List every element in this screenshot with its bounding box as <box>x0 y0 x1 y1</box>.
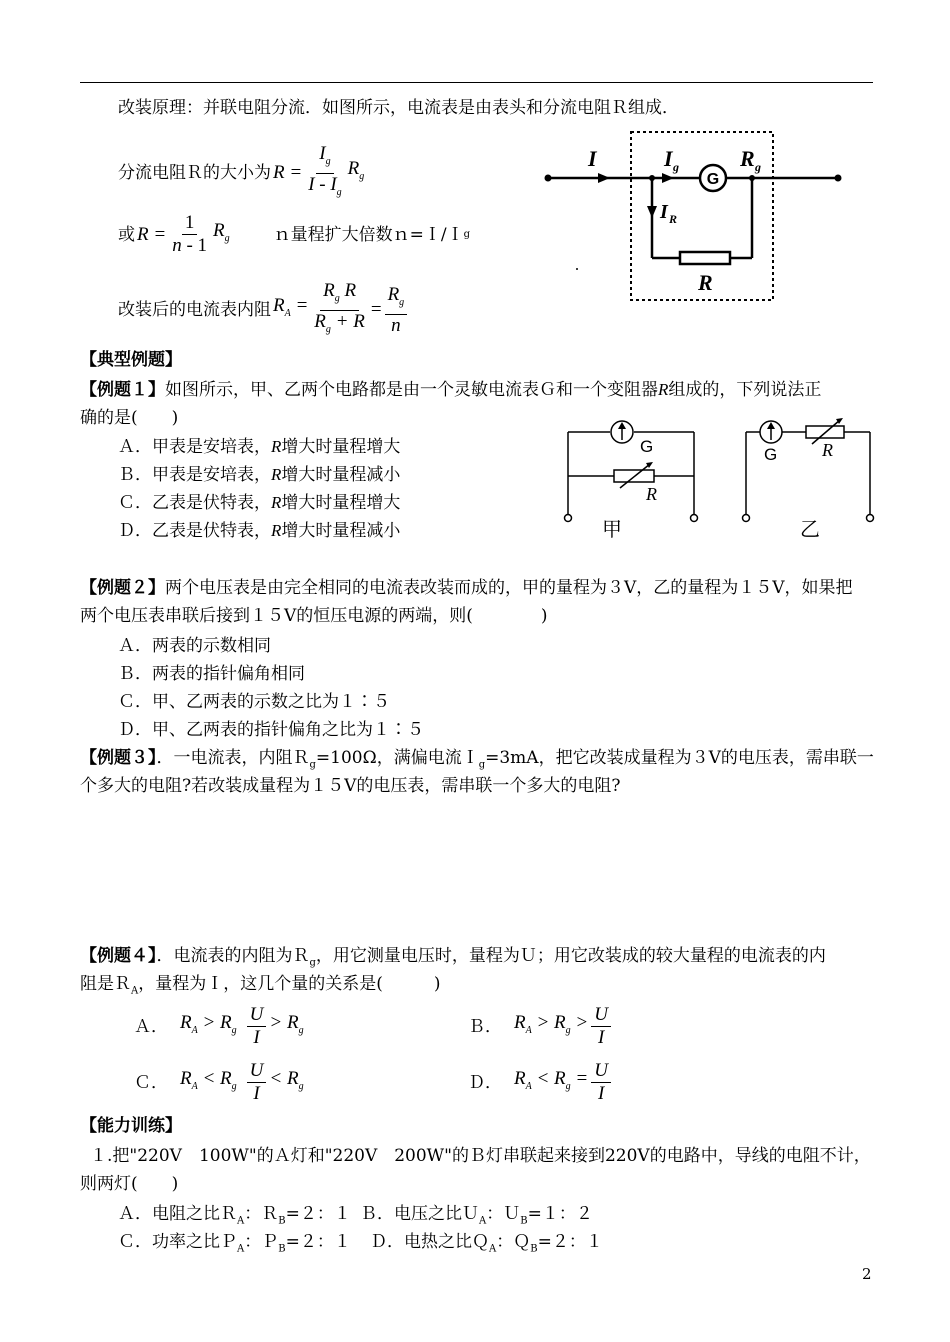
intro-line3-prefix: 或 <box>118 224 135 245</box>
example2-stem-line2: 两个电压表串联后接到１５V的恒压电源的两端，则( ) <box>80 606 548 626</box>
example1-stem-line2: 确的是( ) <box>80 408 179 428</box>
label-rg: R <box>740 146 755 171</box>
arrow-i <box>598 173 610 183</box>
label-yi: 乙 <box>800 517 820 541</box>
example2-stem-line1: 【例题２】两个电压表是由完全相同的电流表改装而成的，甲的量程为３V，乙的量程为１５V，如果把 <box>80 578 853 598</box>
label-i: I <box>588 146 597 171</box>
terminal-left <box>545 175 552 182</box>
example1-option-c: Ｃ．乙表是伏特表，R增大时量程增大 <box>118 493 401 513</box>
example4-option-b: Ｂ． $R_A > R_g$ > $\frac{U}{I}$ <box>468 1004 614 1049</box>
example4-option-c: Ｃ． $R_A < R_g$ $\frac{U}{I}$ < $R_g$ <box>134 1060 304 1104</box>
example2-option-c: Ｃ．甲、乙两表的示数之比为１∶５ <box>118 692 390 712</box>
intro-line1: 改装原理：并联电阻分流．如图所示，电流表是由表头和分流电阻Ｒ组成． <box>118 98 679 118</box>
shunt-circuit-diagram <box>540 128 850 306</box>
arrow-ir <box>647 206 657 218</box>
example3-stem-line1: 【例题３】．一电流表，内阻Ｒ$_g$=100Ω，满偏电流Ｉ$_g$=3mA，把它改装成量程为３V的电压表，需串联一 <box>80 748 874 771</box>
terminal-right <box>835 175 842 182</box>
example2-option-a: Ａ．两表的示数相同 <box>118 636 271 656</box>
yi-label-r: R <box>822 440 833 460</box>
example3-stem-line2: 个多大的电阻?若改装成量程为１５V的电压表，需串联一个多大的电阻? <box>80 776 621 796</box>
example4-option-d: Ｄ． $R_A < R_g$ = $\frac{U}{I}$ <box>468 1060 614 1105</box>
training1-stem-line1: １.把"220V 100W"的Ａ灯和"220V 200W"的Ｂ灯串联起来接到220V的电路中，导线的电阻不计， <box>90 1146 871 1166</box>
svg-text:g: g <box>755 160 761 174</box>
example4-stem-line1: 【例题４】．电流表的内阻为Ｒ$_g$，用它测量电压时，量程为Ｕ；用它改装成的较大量程的电流表的内 <box>80 946 826 969</box>
header-rule <box>80 82 873 83</box>
training1-option-a: Ａ．电阻之比Ｒ$_A$：Ｒ$_B$=２：１ <box>118 1204 351 1227</box>
jia-yi-circuit-diagrams <box>560 418 880 544</box>
label-ir: I <box>660 201 668 223</box>
svg-text:R: R <box>669 212 678 226</box>
fraction-rg-over-n: $\frac{R_g}{n}$ <box>385 284 408 337</box>
training1-stem-line2: 则两灯( ) <box>80 1174 179 1194</box>
yi-label-g: G <box>764 445 778 464</box>
shunt-resistor-icon <box>680 252 730 264</box>
fraction-1-over-n-minus-1: $\frac{1}{n - 1}$ <box>172 212 208 256</box>
intro-line2-prefix: 分流电阻Ｒ的大小为 <box>118 163 271 184</box>
intro-formula1: 分流电阻Ｒ的大小为 R = $\frac{I_g}{I - I_g}$ $R_g$ <box>118 143 364 204</box>
circuit-yi <box>743 418 874 541</box>
intro-line3-suffix: ｎ量程扩大倍数ｎ=Ｉ/Ｉ <box>273 224 464 245</box>
jia-label-r: R <box>646 484 657 504</box>
fraction-ig-over-i-minus-ig: $\frac{I_g}{I - I_g}$ <box>308 143 342 198</box>
training1-option-b: Ｂ．电压之比Ｕ$_A$：Ｕ$_B$=１：２ <box>360 1204 593 1227</box>
typical-heading: 【典型例题】 <box>80 350 182 370</box>
intro-formula3: 改装后的电流表内阻 $R_A$ = $\frac{R_g R}{R_g + R}$ = $\frac{R_g}{n}$ <box>118 280 410 341</box>
jia-label-g: G <box>640 437 654 456</box>
example4-stem-line2: 阻是Ｒ$_A$，量程为Ｉ，这几个量的关系是( ) <box>80 974 441 997</box>
svg-text:g: g <box>673 160 679 174</box>
example1-option-d: Ｄ．乙表是伏特表，R增大时量程减小 <box>118 521 401 541</box>
label-ig: I <box>664 146 673 171</box>
arrow-ig <box>662 173 674 183</box>
training1-option-c: Ｃ．功率之比Ｐ$_A$：Ｐ$_B$=２：１ <box>118 1232 351 1255</box>
example1-option-a: Ａ．甲表是安培表，R增大时量程增大 <box>118 437 401 457</box>
training1-option-d: Ｄ．电热之比Ｑ$_A$：Ｑ$_B$=２：１ <box>370 1232 603 1255</box>
label-jia: 甲 <box>602 517 622 541</box>
intro-line4-prefix: 改装后的电流表内阻 <box>118 300 271 321</box>
label-r: R <box>698 270 713 295</box>
intro-formula2: 或 R = $\frac{1}{n - 1}$ $R_g$ ｎ量程扩大倍数ｎ=Ｉ/Ｉ g <box>118 212 471 256</box>
example4-option-a: Ａ． $R_A > R_g$ $\frac{U}{I}$ > $R_g$ <box>134 1004 304 1048</box>
page-number: 2 <box>862 1265 872 1283</box>
example2-option-b: Ｂ．两表的指针偏角相同 <box>118 664 305 684</box>
galvanometer-label: G <box>706 171 720 188</box>
fraction-rgr-over-rg-plus-r: $\frac{R_g R}{R_g + R}$ <box>314 280 365 335</box>
example1-stem-line1: 【例题１】如图所示，甲、乙两个电路都是由一个灵敏电流表Ｇ和一个变阻器R组成的，下列说法正 <box>80 380 822 400</box>
example1-option-b: Ｂ．甲表是安培表，R增大时量程减小 <box>118 465 401 485</box>
circuit-jia <box>565 421 698 541</box>
training-heading: 【能力训练】 <box>80 1116 182 1136</box>
example2-option-d: Ｄ．甲、乙两表的指针偏角之比为１∶５ <box>118 720 424 740</box>
